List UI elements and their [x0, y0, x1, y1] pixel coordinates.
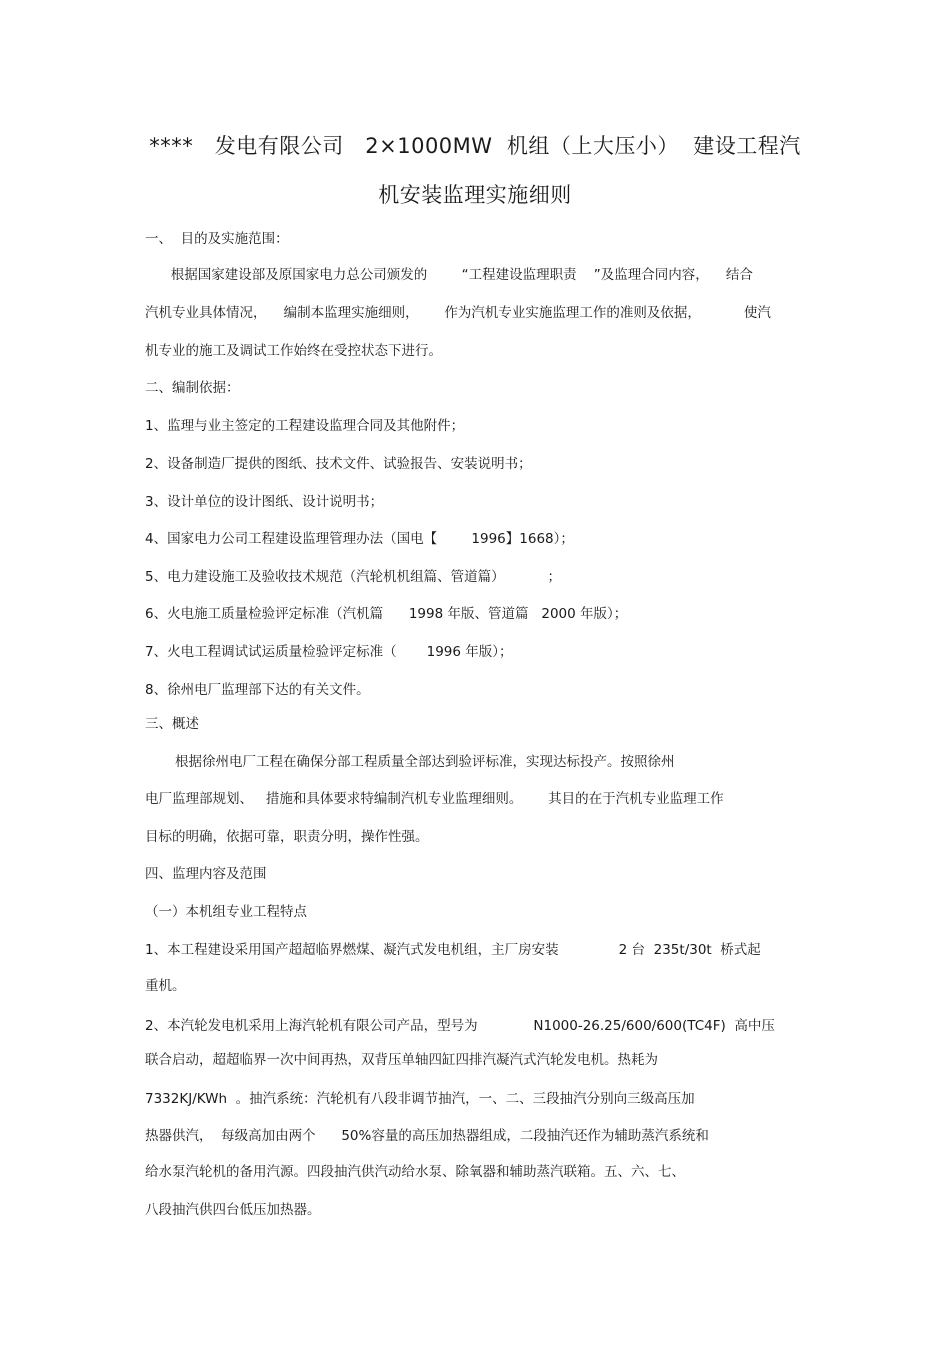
paragraph-line: 根据国家建设部及原国家电力总公司颁发的 “工程建设监理职责 ”及监理合同内容， 结合	[145, 267, 753, 283]
section-heading-2: 二、编制依据：	[145, 380, 240, 396]
paragraph-line: 目标的明确，依据可靠，职责分明，操作性强。	[145, 829, 429, 845]
list-item: 3、设计单位的设计图纸、设计说明书；	[145, 494, 384, 510]
paragraph-line: 给水泵汽轮机的备用汽源。四段抽汽供汽动给水泵、除氧器和辅助蒸汽联箱。五、六、七、	[145, 1164, 685, 1180]
list-item: 5、电力建设施工及验收技术规范（汽轮机机组篇、管道篇） ；	[145, 569, 562, 585]
paragraph-line: 热器供汽， 每级高加由两个 50%容量的高压加热器组成，二段抽汽还作为辅助蒸汽系统和	[145, 1128, 709, 1144]
list-item: 6、火电施工质量检验评定标准（汽机篇 1998 年版、管道篇 2000 年版）；	[145, 606, 628, 622]
paragraph-line: 机专业的施工及调试工作始终在受控状态下进行。	[145, 343, 442, 359]
list-item: 8、徐州电厂监理部下达的有关文件。	[145, 682, 370, 698]
section-heading-1: 一、 目的及实施范围：	[145, 231, 289, 247]
paragraph-line: 7332KJ/KWh 。抽汽系统：汽轮机有八段非调节抽汽，一、二、三段抽汽分别向三级高压加	[145, 1091, 695, 1107]
paragraph-line: 汽机专业具体情况， 编制本监理实施细则， 作为汽机专业实施监理工作的准则及依据， 使汽	[145, 305, 771, 321]
paragraph-line: 2、本汽轮发电机采用上海汽轮机有限公司产品，型号为 N1000-26.25/600/600(TC4F) 高中压	[145, 1018, 775, 1034]
section-heading-4: 四、监理内容及范围	[145, 866, 267, 882]
paragraph-line: 1、本工程建设采用国产超超临界燃煤、凝汽式发电机组，主厂房安装 2 台 235t/30t 桥式起	[145, 942, 761, 958]
document-title-line-1: **** 发电有限公司 2×1000MW 机组（上大压小） 建设工程汽	[149, 134, 801, 158]
list-item: 2、设备制造厂提供的图纸、技术文件、试验报告、安装说明书；	[145, 456, 532, 472]
list-item: 1、监理与业主签定的工程建设监理合同及其他附件；	[145, 418, 465, 434]
document-title-line-2: 机安装监理实施细则	[378, 183, 572, 207]
paragraph-line: 重机。	[145, 978, 186, 994]
paragraph-line: 八段抽汽供四台低压加热器。	[145, 1202, 321, 1218]
list-item: 7、火电工程调试试运质量检验评定标准（ 1996 年版）；	[145, 644, 513, 660]
section-heading-3: 三、概述	[145, 716, 199, 732]
paragraph-line: 联合启动，超超临界一次中间再热，双背压单轴四缸四排汽凝汽式汽轮发电机。热耗为	[145, 1052, 658, 1068]
list-item: 4、国家电力公司工程建设监理管理办法（国电【 1996】1668）；	[145, 531, 574, 547]
paragraph-line: 根据徐州电厂工程在确保分部工程质量全部达到验评标准，实现达标投产。按照徐州	[145, 754, 675, 770]
subsection-heading: （一）本机组专业工程特点	[145, 904, 307, 920]
paragraph-line: 电厂监理部规划、 措施和具体要求特编制汽机专业监理细则。 其目的在于汽机专业监理工作	[145, 791, 724, 807]
